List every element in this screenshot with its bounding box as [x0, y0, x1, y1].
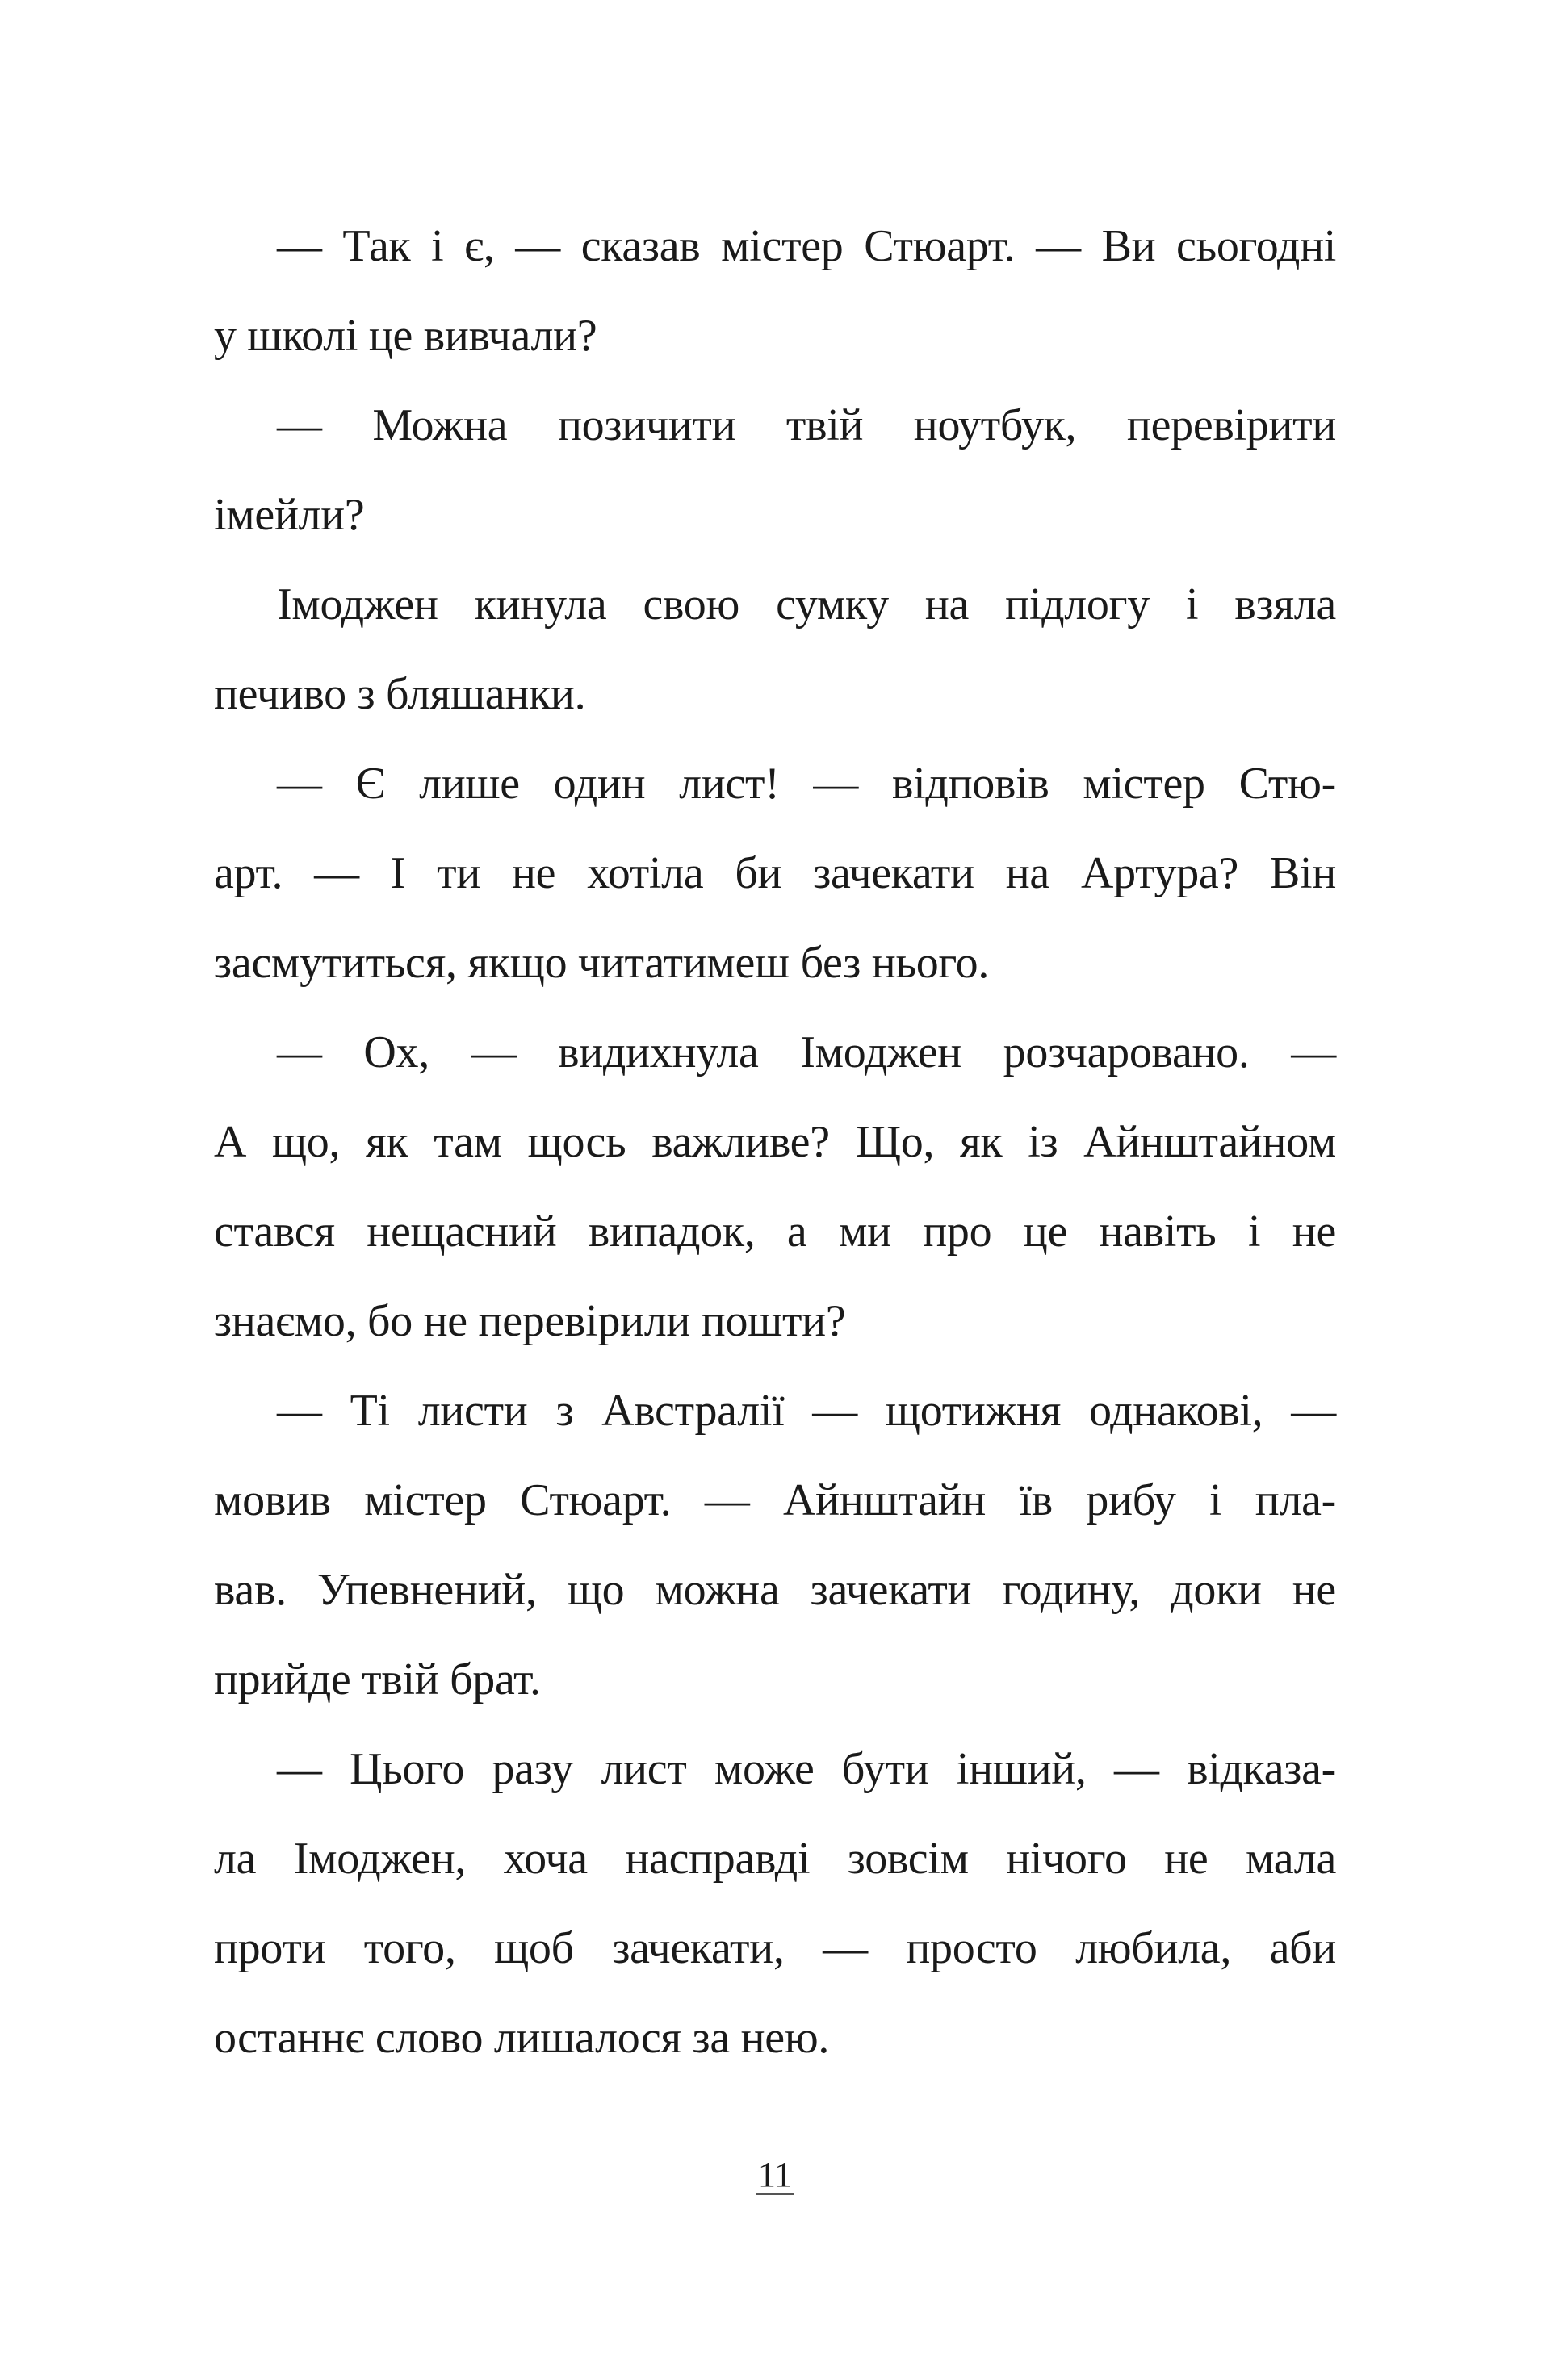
text-line: — Ті листи з Австралії — щотижня однакові, —: [277, 1386, 1336, 1436]
text-line: арт. — І ти не хотіла би зачекати на Артура? Він: [214, 848, 1336, 898]
text-line: печиво з бляшанки.: [214, 669, 586, 719]
text-line: — Є лише один лист! — відповів містер Стю-: [277, 759, 1336, 809]
text-line: ла Імоджен, хоча насправді зовсім нічого не мала: [214, 1834, 1336, 1884]
text-line: Імоджен кинула свою сумку на підлогу і взяла: [277, 579, 1336, 630]
text-line: останнє слово лишалося за нею.: [214, 2013, 830, 2063]
text-line: знаємо, бо не перевірили пошти?: [214, 1296, 846, 1346]
text-line: імейли?: [214, 490, 365, 540]
text-line: у школі це вивчали?: [214, 311, 597, 361]
text-line: вав. Упевнений, що можна зачекати годину, доки не: [214, 1565, 1336, 1615]
body-text: [214, 202, 1336, 2083]
text-line: мовив містер Стюарт. — Айнштайн їв рибу і пла-: [214, 1475, 1336, 1525]
text-line: — Цього разу лист може бути інший, — відказа-: [277, 1744, 1336, 1794]
text-line: — Можна позичити твій ноутбук, перевірити: [277, 400, 1336, 450]
page-number: [0, 2151, 1550, 2199]
text-line: А що, як там щось важливе? Що, як із Айнштайном: [214, 1117, 1336, 1167]
text-line: стався нещасний випадок, а ми про це навіть і не: [214, 1207, 1336, 1257]
text-line: прийде твій брат.: [214, 1654, 541, 1704]
page-number-label: 11: [757, 2155, 793, 2194]
text-line: — Так і є, — сказав містер Стюарт. — Ви сьогодні: [277, 221, 1336, 271]
text-line: проти того, щоб зачекати, — просто любила, аби: [214, 1923, 1336, 1973]
text-line: — Ох, — видихнула Імоджен розчаровано. —: [277, 1027, 1336, 1077]
text-line: засмутиться, якщо читатимеш без нього.: [214, 938, 990, 988]
